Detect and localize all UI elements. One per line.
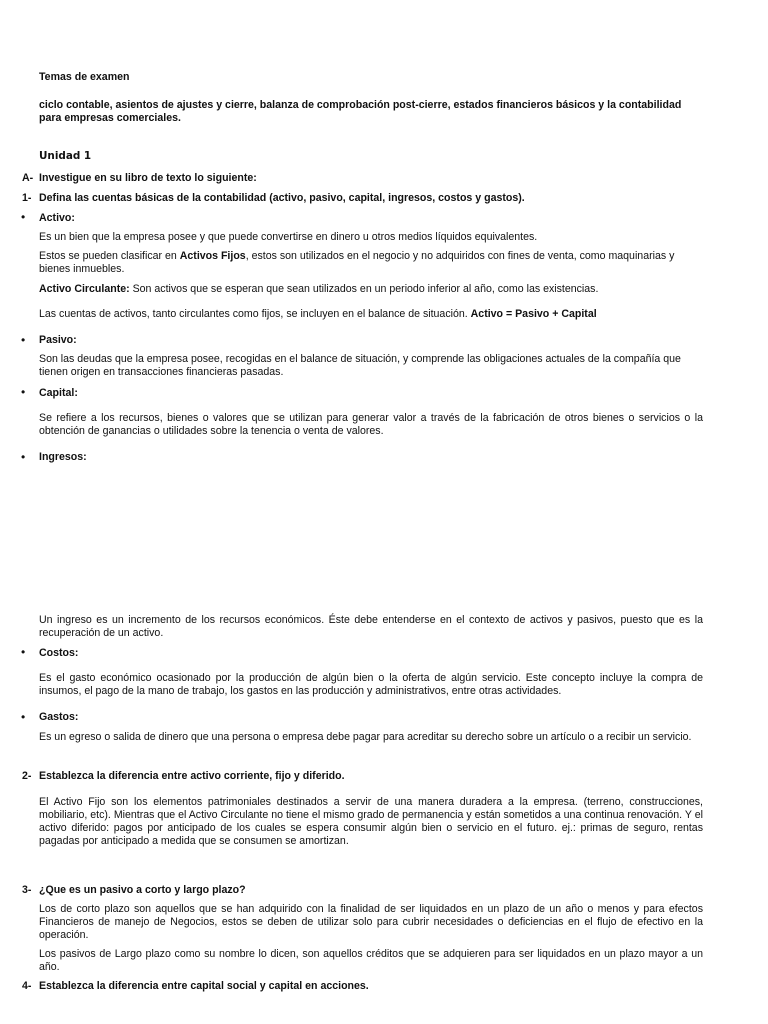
activo-definition: Es un bien que la empresa posee y que puede convertirse en dinero u otros medios líquidos equivalentes. — [39, 231, 538, 243]
question-1-marker: 1- — [22, 192, 32, 204]
bullet-activo: • — [21, 210, 26, 224]
activo-circulante-term: Activo Circulante: — [39, 283, 130, 295]
gastos-heading: Gastos: — [39, 711, 79, 723]
activo-balance-note: Las cuentas de activos, tanto circulantes como fijos, se incluyen en el balance de situación. Activo = Pasivo + Capital — [39, 308, 597, 320]
question-1-text: Defina las cuentas básicas de la contabilidad (activo, pasivo, capital, ingresos, costos y gastos). — [39, 192, 525, 204]
section-a-text: Investigue en su libro de texto lo siguiente: — [39, 172, 257, 184]
question-2-text: Establezca la diferencia entre activo corriente, fijo y diferido. — [39, 770, 345, 782]
bullet-gastos: • — [21, 710, 26, 724]
accounting-equation: Activo = Pasivo + Capital — [470, 308, 597, 320]
exam-topics: ciclo contable, asientos de ajustes y cierre, balanza de comprobación post-cierre, estados financieros básicos y la contabilidad para empresas comerciales. — [39, 99, 682, 124]
pasivo-heading: Pasivo: — [39, 334, 77, 346]
activo-classification: Estos se pueden clasificar en Activos Fijos, estos son utilizados en el negocio y no adquiridos con fines de venta, como maquinarias y bienes inmuebles. — [39, 250, 675, 275]
question-4-text: Establezca la diferencia entre capital social y capital en acciones. — [39, 980, 369, 992]
activo-circulante: Activo Circulante: Son activos que se esperan que sean utilizados en un periodo inferior al año, como las existencias. — [39, 283, 599, 295]
activo-heading: Activo: — [39, 212, 75, 224]
question-3-text: ¿Que es un pasivo a corto y largo plazo? — [39, 884, 246, 896]
question-3-answer-short-term: Los de corto plazo son aquellos que se han adquirido con la finalidad de ser liquidados en un plazo de un año o menos y para efectos Financieros de manejo de Negocios, estos se deben de utilizar solo para cubrir necesidades o deficiencias en el flujo de efectivo en la operación. — [39, 903, 703, 941]
bullet-capital: • — [21, 385, 26, 399]
costos-heading: Costos: — [39, 647, 79, 659]
activos-fijos-term: Activos Fijos — [179, 250, 246, 262]
ingresos-heading: Ingresos: — [39, 451, 87, 463]
bullet-costos: • — [21, 645, 26, 659]
question-2-marker: 2- — [22, 770, 32, 782]
document-title: Temas de examen — [39, 71, 130, 83]
question-3-marker: 3- — [22, 884, 32, 896]
capital-definition: Se refiere a los recursos, bienes o valores que se utilizan para generar valor a través de la fabricación de otros bienes o servicios o la obtención de ganancias o utilidades sobre la tenencia o venta de valores. — [39, 412, 703, 437]
pasivo-definition: Son las deudas que la empresa posee, recogidas en el balance de situación, y comprende las obligaciones actuales de la compañía que tienen origen en transacciones financieras pasadas. — [39, 353, 681, 378]
bullet-pasivo: • — [21, 333, 26, 347]
unit-heading: Unidad 1 — [39, 150, 92, 162]
ingresos-definition: Un ingreso es un incremento de los recursos económicos. Éste debe entenderse en el contexto de activos y pasivos, puesto que es la recuperación de un activo. — [39, 614, 703, 639]
question-2-answer: El Activo Fijo son los elementos patrimoniales destinados a servir de una manera duradera a la empresa. (terreno, construcciones, mobiliario, etc). Mientras que el Activo Circulante no tiene el mismo grado de permanencia y están sometidos a una continua renovación. Y el activo diferido: pagos por anticipado de los cuales se espera consumir algún bien o servicio en el futuro. ej.: primas de seguro, rentas pagadas por anticipado a medida que se consumen se amortizan. — [39, 796, 703, 847]
section-a-marker: A- — [22, 172, 34, 184]
capital-heading: Capital: — [39, 387, 78, 399]
costos-definition: Es el gasto económico ocasionado por la producción de algún bien o la oferta de algún servicio. Este concepto incluye la compra de insumos, el pago de la mano de trabajo, los gastos en las producción y administrativos, entre otras actividades. — [39, 672, 703, 697]
question-4-marker: 4- — [22, 980, 32, 992]
gastos-definition: Es un egreso o salida de dinero que una persona o empresa debe pagar para acreditar su derecho sobre un artículo o a recibir un servicio. — [39, 731, 692, 743]
bullet-ingresos: • — [21, 450, 26, 464]
question-3-answer-long-term: Los pasivos de Largo plazo como su nombre lo dicen, son aquellos créditos que se adquieren para ser liquidados en un plazo mayor a un año. — [39, 948, 703, 973]
